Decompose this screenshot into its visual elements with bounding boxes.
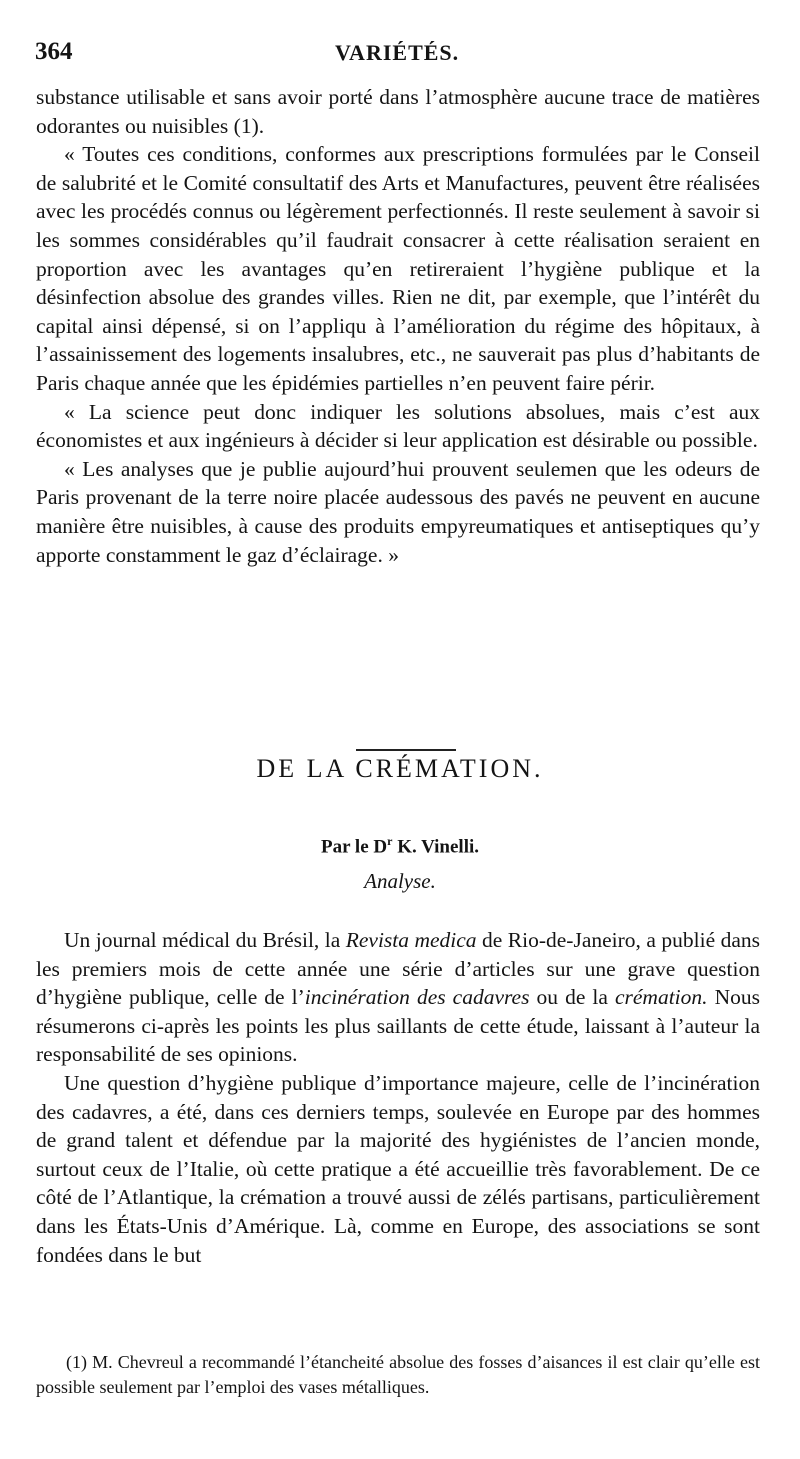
footnote-text: (1) M. Chevreul a recommandé l’étancheité absolue des fosses d’aisances il est clair qu’elle est possible seulement par l’emploi des vases métalliques.: [36, 1352, 760, 1397]
continued-text: [36, 83, 760, 569]
paragraph-intro: [36, 926, 760, 1069]
paragraph-conditions: « Toutes ces conditions, conformes aux prescriptions formulées par le Conseil de salubrité et le Comité consultatif des Arts et Manufactures, peuvent être réalisées avec les procédés connus ou légèrement perfectionnés. Il reste seulement à savoir si les sommes considérables qu’il faudrait consacrer à cette réalisation seraient en proportion avec les avantages qu’en retireraient l’hygiène publique et la désinfection absolue des grandes villes. Rien ne dit, par exemple, que l’intérêt du capital ainsi dépensé, si on l’appliqu à l’amélioration du régime des hôpitaux, à l’assainissement des logements insalubres, etc., ne sauverait pas plus d’habitants de Paris chaque année que les épidémies partielles n’en peuvent faire périr.: [36, 142, 760, 395]
page-number: 364: [35, 38, 73, 65]
byline-prefix: Par le D: [320, 836, 388, 858]
journal-title: Revista medica: [345, 928, 477, 952]
page-header: [35, 38, 775, 78]
running-head: VARIÉTÉS.: [335, 40, 460, 65]
intro-text-e: ou de la: [529, 985, 615, 1010]
paragraph-continued: substance utilisable et sans avoir porté dans l’atmosphère aucune trace de matières odorantes ou nuisibles (1).: [36, 85, 760, 138]
intro-text-g: Nous résumerons ci-après les points les plus saillants de cette étude, laissant à l’auteur la responsabilité de ses opinions.: [36, 985, 760, 1067]
article-text: [36, 926, 760, 1269]
paragraph-science: « La science peut donc indiquer les solutions absolues, mais c’est aux économistes et aux ingénieurs à décider si leur application est désirable ou possible.: [36, 399, 760, 453]
section-subtitle: Analyse.: [364, 869, 436, 893]
section-title: DE LA CRÉMATION.: [256, 754, 544, 783]
footnote: [36, 1350, 760, 1400]
section-divider: [356, 749, 456, 751]
byline-superscript: r: [387, 834, 393, 848]
intro-text-a: Un journal médical du Brésil, la: [64, 928, 346, 952]
byline: [0, 834, 800, 858]
paragraph-question: Une question d’hygiène publique d’importance majeure, celle de l’incinération des cadavres, a été, dans ces derniers temps, soulevée en Europe par des hommes de grand talent et défendue par la majorité des hygiénistes de l’ancien monde, surtout ceux de l’Italie, où cette pratique a été accueillie très favorablement. De ce côté de l’Atlantique, la crémation a trouvé aussi de zélés partisans, particulièrement dans les États-Unis d’Amérique. Là, comme en Europe, des associations se sont fondées dans le but: [36, 1070, 760, 1267]
intro-text-c: de Rio-de-Janeiro, a publié dans les premiers mois de cette année une série d’articles sur une grave question d’hygiène publique, celle de l’: [36, 928, 760, 1010]
byline-author: K. Vinelli.: [392, 836, 480, 858]
cremation-term: crémation.: [614, 985, 708, 1010]
paragraph-analyses: « Les analyses que je publie aujourd’hui prouvent seulemen que les odeurs de Paris provenant de la terre noire placée audessous des pavés ne peuvent en aucune manière être nuisibles, à cause des produits empyreumatiques et antiseptiques qu’y apporte constamment le gaz d’éclairage. »: [36, 456, 760, 567]
incineration-term: incinération des cadavres: [304, 985, 530, 1010]
